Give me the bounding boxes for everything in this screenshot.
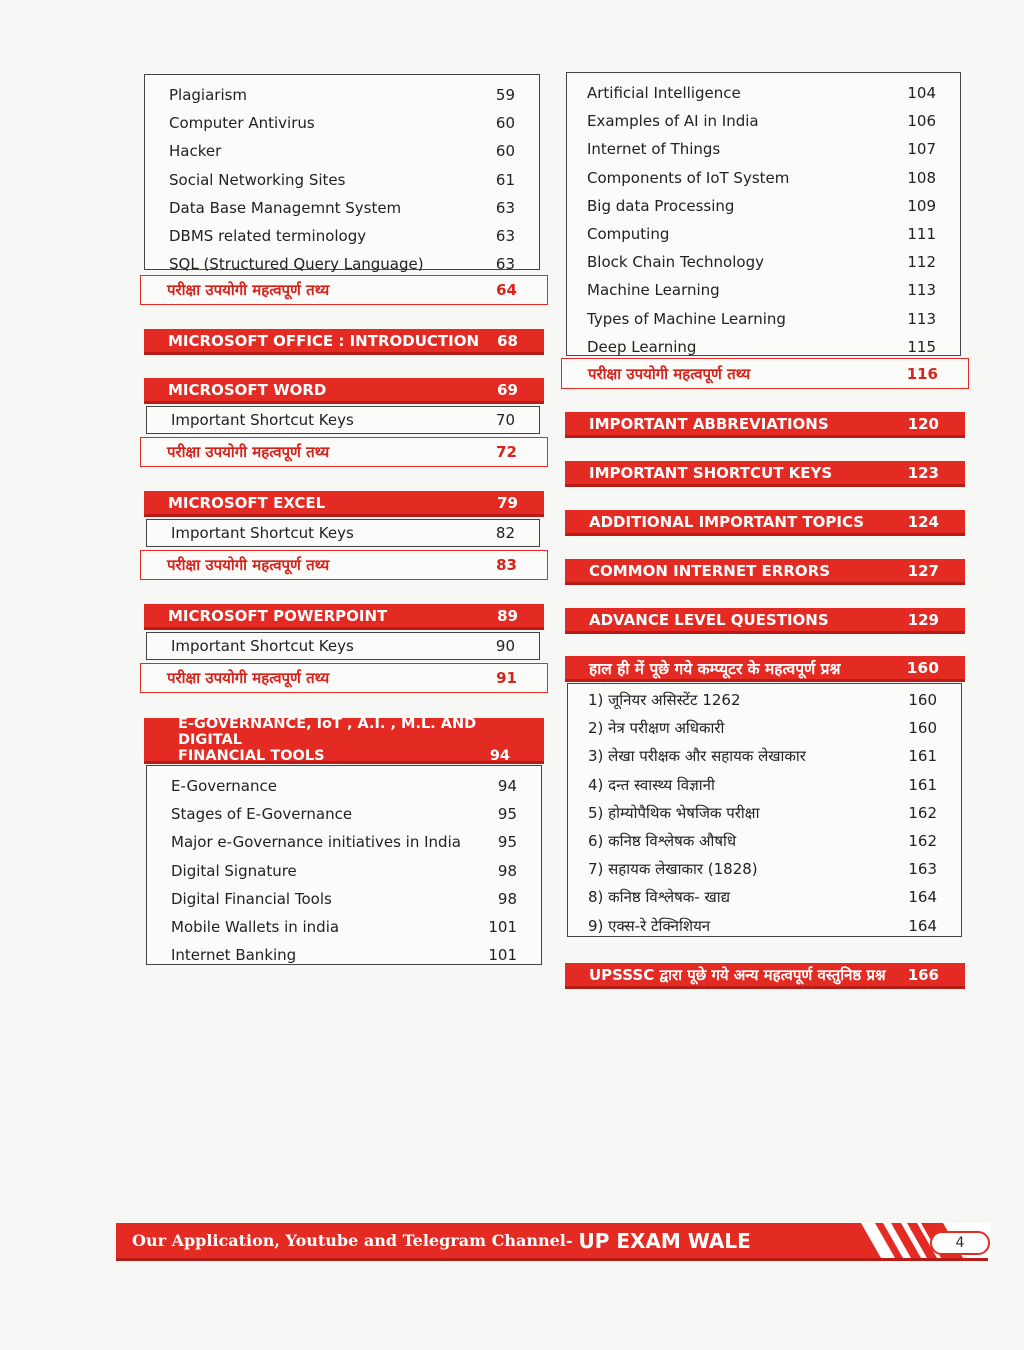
entry-title: Plagiarism (169, 86, 248, 105)
entry-page: 108 (907, 168, 936, 187)
entry-page: 64 (496, 281, 517, 299)
toc-entry[interactable] (171, 913, 517, 941)
toc-entry[interactable] (169, 222, 515, 250)
entry-page: 82 (495, 524, 515, 542)
entry-page: 116 (906, 364, 938, 383)
entry-title: Big data Processing (587, 196, 735, 215)
toc-entry[interactable] (171, 800, 517, 828)
entry-page: 63 (495, 255, 515, 274)
toc-entry[interactable] (587, 107, 936, 135)
toc-entry[interactable] (169, 194, 515, 222)
section-abbreviations[interactable] (565, 412, 965, 438)
page-number: 4 (930, 1231, 990, 1255)
toc-entry[interactable] (171, 885, 517, 913)
toc-entry[interactable] (171, 828, 517, 856)
entry-title: Important Shortcut Keys (171, 524, 354, 542)
entry-title: Digital Financial Tools (171, 889, 332, 908)
section-title: COMMON INTERNET ERRORS (589, 561, 831, 580)
entry-title: Major e-Governance initiatives in India (171, 833, 461, 852)
toc-entry[interactable] (587, 333, 936, 361)
entry-page: 61 (495, 170, 515, 189)
section-recent-questions[interactable] (565, 656, 965, 682)
entry-title: Hacker (169, 142, 222, 161)
entry-title: 6) कनिष्ठ विश्लेषक औषधि (588, 832, 737, 851)
entry-page: 98 (497, 861, 517, 880)
toc-entry[interactable] (587, 135, 936, 163)
section-ms-office[interactable] (144, 329, 544, 355)
entry-title: 9) एक्स-रे टेक्निशियन (588, 916, 711, 935)
footer-text: Our Application, Youtube and Telegram Channel- (132, 1231, 573, 1250)
footer-brand: UP EXAM WALE (578, 1228, 751, 1253)
entry-page: 70 (495, 411, 515, 429)
toc-entry[interactable] (588, 855, 937, 883)
entry-page: 112 (907, 253, 936, 272)
entry-page: 98 (497, 889, 517, 908)
entry-page: 107 (907, 140, 936, 159)
entry-page: 104 (907, 84, 936, 103)
section-title: IMPORTANT ABBREVIATIONS (589, 414, 829, 433)
section-advance-questions[interactable] (565, 608, 965, 634)
section-egovernance[interactable] (144, 715, 544, 764)
toc-entry[interactable] (588, 883, 937, 911)
entry-title: Data Base Managemnt System (169, 198, 402, 217)
toc-entry[interactable] (588, 771, 937, 799)
entry-page: 164 (908, 916, 937, 935)
entry-title: 4) दन्त स्वास्थ्य विज्ञानी (588, 775, 715, 794)
entry-page: 115 (907, 337, 936, 356)
section-page: 123 (907, 463, 939, 482)
section-additional-topics[interactable] (565, 510, 965, 536)
entry-title: परीक्षा उपयोगी महत्वपूर्ण तथ्य (588, 364, 751, 383)
entry-title: 1) जूनियर असिस्टेंट 1262 (588, 691, 741, 710)
toc-entry[interactable] (169, 81, 515, 109)
toc-entry[interactable] (588, 714, 937, 742)
entry-title: Artificial Intelligence (587, 84, 741, 103)
section-title: MICROSOFT WORD (168, 380, 327, 399)
toc-entry[interactable] (587, 305, 936, 333)
entry-title: 2) नेत्र परीक्षण अधिकारी (588, 719, 725, 738)
section-internet-errors[interactable] (565, 559, 965, 585)
section-page: 127 (907, 561, 939, 580)
toc-entry[interactable] (587, 276, 936, 304)
entry-title: परीक्षा उपयोगी महत्वपूर्ण तथ्य (167, 443, 330, 461)
entry-title: Computing (587, 225, 670, 244)
right-topics-box-2 (567, 683, 962, 937)
entry-page: 95 (497, 833, 517, 852)
entry-title: Internet of Things (587, 140, 721, 159)
entry-page: 101 (488, 918, 517, 937)
excel-keys-box[interactable] (146, 519, 540, 547)
entry-title: परीक्षा उपयोगी महत्वपूर्ण तथ्य (167, 281, 330, 299)
section-page: 124 (907, 512, 939, 531)
entry-page: 91 (496, 669, 517, 687)
entry-page: 164 (908, 888, 937, 907)
left-facts-1[interactable] (140, 275, 548, 305)
footer-banner (116, 1223, 988, 1261)
left-facts-4[interactable] (140, 663, 548, 693)
toc-entry[interactable] (587, 220, 936, 248)
entry-page: 101 (488, 946, 517, 965)
entry-page: 83 (496, 556, 517, 574)
section-title: MICROSOFT OFFICE : INTRODUCTION (168, 331, 480, 350)
entry-page: 162 (908, 803, 937, 822)
entry-title: Examples of AI in India (587, 112, 759, 131)
left-topics-box-2 (146, 765, 542, 965)
toc-entry[interactable] (588, 912, 937, 940)
ppt-keys-box[interactable] (146, 632, 540, 660)
toc-entry[interactable] (171, 772, 517, 800)
entry-page: 161 (908, 775, 937, 794)
entry-page: 94 (497, 777, 517, 796)
entry-title: Digital Signature (171, 861, 297, 880)
entry-title: Block Chain Technology (587, 253, 764, 272)
section-ms-powerpoint[interactable] (144, 604, 544, 630)
entry-title: Internet Banking (171, 946, 297, 965)
section-title-line2: FINANCIAL TOOLS (178, 747, 325, 764)
entry-page: 90 (495, 637, 515, 655)
toc-entry[interactable] (171, 857, 517, 885)
entry-page: 160 (908, 719, 937, 738)
entry-title: Mobile Wallets in india (171, 918, 340, 937)
entry-page: 113 (907, 281, 936, 300)
toc-entry[interactable] (588, 686, 937, 714)
word-keys-box[interactable] (146, 406, 540, 434)
entry-title: Machine Learning (587, 281, 720, 300)
entry-title: DBMS related terminology (169, 227, 367, 246)
entry-title: E-Governance (171, 777, 277, 796)
section-title: ADVANCE LEVEL QUESTIONS (589, 610, 829, 629)
section-shortcut-keys[interactable] (565, 461, 965, 487)
section-title: ADDITIONAL IMPORTANT TOPICS (589, 512, 865, 531)
section-title: UPSSSC द्वारा पूछे गये अन्य महत्वपूर्ण वस्तुनिष्ठ प्रश्न (589, 965, 886, 984)
entry-title: परीक्षा उपयोगी महत्वपूर्ण तथ्य (167, 556, 330, 574)
toc-entry[interactable] (588, 799, 937, 827)
toc-entry[interactable] (587, 164, 936, 192)
entry-page: 111 (907, 225, 936, 244)
entry-page: 72 (496, 443, 517, 461)
entry-page: 113 (907, 309, 936, 328)
entry-title: Components of IoT System (587, 168, 790, 187)
entry-title: Important Shortcut Keys (171, 637, 354, 655)
left-facts-2[interactable] (140, 437, 548, 467)
entry-page: 59 (495, 86, 515, 105)
entry-title: 5) होम्योपैथिक भेषजिक परीक्षा (588, 803, 760, 822)
section-title: IMPORTANT SHORTCUT KEYS (589, 463, 833, 482)
section-ms-excel[interactable] (144, 491, 544, 517)
section-ms-word[interactable] (144, 378, 544, 404)
section-title: MICROSOFT EXCEL (168, 493, 326, 512)
toc-entry[interactable] (587, 79, 936, 107)
entry-title: 7) सहायक लेखाकार (1828) (588, 860, 758, 879)
toc-entry[interactable] (588, 742, 937, 770)
section-page: 68 (497, 331, 518, 350)
section-page: 129 (907, 610, 939, 629)
entry-title: परीक्षा उपयोगी महत्वपूर्ण तथ्य (167, 669, 330, 687)
entry-title: SQL (Structured Query Language) (169, 255, 424, 274)
entry-title: Types of Machine Learning (587, 309, 786, 328)
section-page: 120 (907, 414, 939, 433)
left-facts-3[interactable] (140, 550, 548, 580)
toc-entry[interactable] (588, 827, 937, 855)
entry-page: 160 (908, 691, 937, 710)
entry-page: 63 (495, 198, 515, 217)
entry-title: Important Shortcut Keys (171, 411, 354, 429)
section-page: 160 (906, 658, 939, 677)
section-page: 89 (497, 606, 518, 625)
section-page: 69 (497, 380, 518, 399)
section-page: 94 (489, 747, 510, 764)
entry-title: Social Networking Sites (169, 170, 346, 189)
toc-entry[interactable] (587, 192, 936, 220)
toc-entry[interactable] (171, 941, 517, 969)
section-title: MICROSOFT POWERPOINT (168, 606, 388, 625)
entry-page: 163 (908, 860, 937, 879)
entry-page: 161 (908, 747, 937, 766)
entry-page: 63 (495, 227, 515, 246)
entry-title: Stages of E-Governance (171, 805, 353, 824)
toc-entry[interactable] (169, 166, 515, 194)
entry-title: Computer Antivirus (169, 114, 315, 133)
entry-title: 8) कनिष्ठ विश्लेषक- खाद्य (588, 888, 731, 907)
section-title-line2-wrap (178, 748, 518, 764)
section-title: हाल ही में पूछे गये कम्प्यूटर के महत्वपूर्ण प्रश्न (589, 659, 841, 678)
toc-entry[interactable] (169, 109, 515, 137)
toc-entry[interactable] (587, 248, 936, 276)
left-topics-box-1 (144, 74, 540, 274)
entry-title: 3) लेखा परीक्षक और सहायक लेखाकार (588, 747, 806, 766)
section-page: 79 (497, 493, 518, 512)
section-page: 166 (907, 965, 939, 984)
toc-entry[interactable] (169, 137, 515, 165)
right-facts[interactable] (561, 358, 969, 389)
right-topics-box-1 (566, 72, 961, 356)
section-upsssc-questions[interactable] (565, 963, 965, 989)
entry-page: 95 (497, 805, 517, 824)
entry-page: 60 (495, 114, 515, 133)
entry-page: 162 (908, 832, 937, 851)
entry-page: 106 (907, 112, 936, 131)
entry-page: 60 (495, 142, 515, 161)
section-title-line1: E-GOVERNANCE, IoT , A.I. , M.L. AND DIGITAL (178, 715, 477, 748)
entry-title: Deep Learning (587, 337, 697, 356)
entry-page: 109 (907, 196, 936, 215)
